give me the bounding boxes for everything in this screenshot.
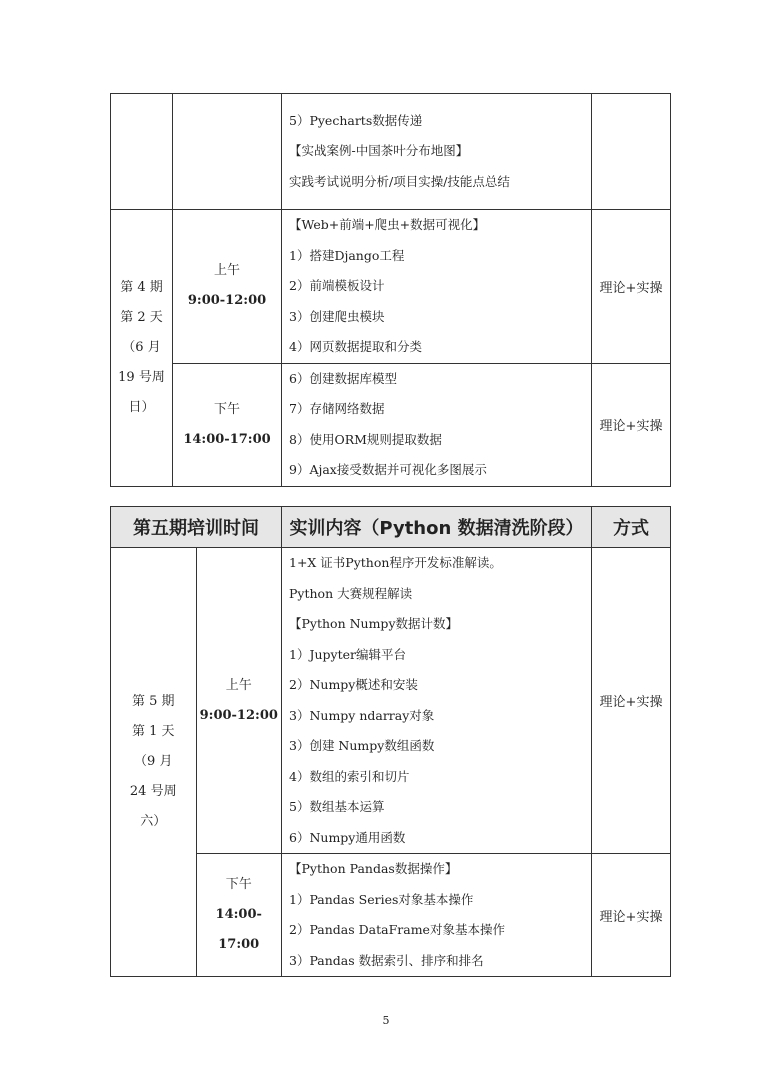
time-range: 14:00-17:00 xyxy=(215,907,262,952)
content-line: 24 号周 xyxy=(129,784,177,799)
content-line: 5）数组基本运算 xyxy=(289,799,385,814)
content-line: 2）Numpy概述和安装 xyxy=(289,677,418,692)
table-header-row xyxy=(111,507,671,548)
content-line: 第 1 天 xyxy=(131,724,175,739)
content-cell-continued xyxy=(282,94,592,210)
table-row xyxy=(111,210,671,364)
method-cell: 理论+实操 xyxy=(592,548,671,854)
time-cell-morning xyxy=(196,548,282,854)
term-cell xyxy=(111,548,197,977)
content-line: 【Python Numpy数据计数】 xyxy=(289,616,459,631)
page-number: 5 xyxy=(382,1014,390,1027)
time-cell-morning xyxy=(173,210,282,364)
time-label: 上午 xyxy=(225,677,252,693)
content-line: 第 2 天 xyxy=(120,309,163,325)
content-line: 第 5 期 xyxy=(131,694,175,709)
method-cell: 理论+实操 xyxy=(592,854,671,977)
header-method: 方式 xyxy=(592,507,671,548)
content-cell-morning xyxy=(282,548,592,854)
content-line: 日） xyxy=(128,399,155,415)
content-cell-afternoon xyxy=(282,854,592,977)
content-line: 5）Pyecharts数据传递 xyxy=(289,112,423,128)
content-line: 第 4 期 xyxy=(120,279,163,295)
content-line: （9 月 xyxy=(134,754,173,769)
time-range: 9:00-12:00 xyxy=(199,707,278,723)
schedule-table-4 xyxy=(110,93,671,487)
content-line: 9）Ajax接受数据并可视化多图展示 xyxy=(289,462,487,477)
content-line: 3）创建爬虫模块 xyxy=(289,308,385,324)
content-cell-afternoon xyxy=(282,363,592,486)
time-range: 9:00-12:00 xyxy=(187,293,267,309)
time-label: 下午 xyxy=(213,401,240,417)
content-line: Python 大赛规程解读 xyxy=(289,585,413,601)
time-range: 14:00-17:00 xyxy=(183,431,271,447)
content-line: （6 月 xyxy=(122,339,161,355)
time-cell-empty xyxy=(173,94,282,210)
content-line: 1）搭建Django工程 xyxy=(289,247,405,263)
time-cell-afternoon xyxy=(173,363,282,486)
content-line: 1+X 证书Python程序开发标准解读。 xyxy=(289,555,502,570)
table-row xyxy=(111,363,671,486)
content-line: 6）创建数据库模型 xyxy=(289,370,397,386)
content-line: 6）Numpy通用函数 xyxy=(289,829,406,845)
method-cell-empty xyxy=(592,94,671,210)
content-line: 【实战案例-中国茶叶分布地图】 xyxy=(289,143,469,159)
content-line: 3）Pandas 数据索引、排序和排名 xyxy=(289,952,484,968)
time-cell-afternoon xyxy=(196,854,282,977)
method-cell: 理论+实操 xyxy=(592,363,671,486)
schedule-table-5 xyxy=(110,506,671,977)
term-cell-empty xyxy=(111,94,173,210)
table-row xyxy=(111,94,671,210)
content-line: 实践考试说明分析/项目实操/技能点总结 xyxy=(289,173,510,189)
content-line: 8）使用ORM规则提取数据 xyxy=(289,431,442,447)
method-cell: 理论+实操 xyxy=(592,210,671,364)
table-row xyxy=(111,548,671,854)
content-line: 7）存储网络数据 xyxy=(289,401,385,416)
time-label: 下午 xyxy=(225,877,252,892)
content-line: 1）Jupyter编辑平台 xyxy=(289,646,406,662)
content-line: 4）网页数据提取和分类 xyxy=(289,339,422,354)
content-line: 3）Numpy ndarray对象 xyxy=(289,707,435,723)
content-line: 19 号周 xyxy=(118,369,165,385)
content-line: 2）前端模板设计 xyxy=(289,278,385,293)
content-line: 1）Pandas Series对象基本操作 xyxy=(289,891,474,907)
content-line: 4）数组的索引和切片 xyxy=(289,768,410,784)
content-cell-morning xyxy=(282,210,592,364)
content-line: 六） xyxy=(140,814,167,829)
time-label: 上午 xyxy=(213,263,240,279)
content-line: 【Web+前端+爬虫+数据可视化】 xyxy=(289,217,486,232)
term-cell xyxy=(111,210,173,487)
header-training-time: 第五期培训时间 xyxy=(111,507,282,548)
header-content: 实训内容（Python 数据清洗阶段） xyxy=(282,507,592,548)
content-line: 3）创建 Numpy数组函数 xyxy=(289,738,435,753)
content-line: 2）Pandas DataFrame对象基本操作 xyxy=(289,922,505,937)
content-line: 【Python Pandas数据操作】 xyxy=(289,861,458,876)
